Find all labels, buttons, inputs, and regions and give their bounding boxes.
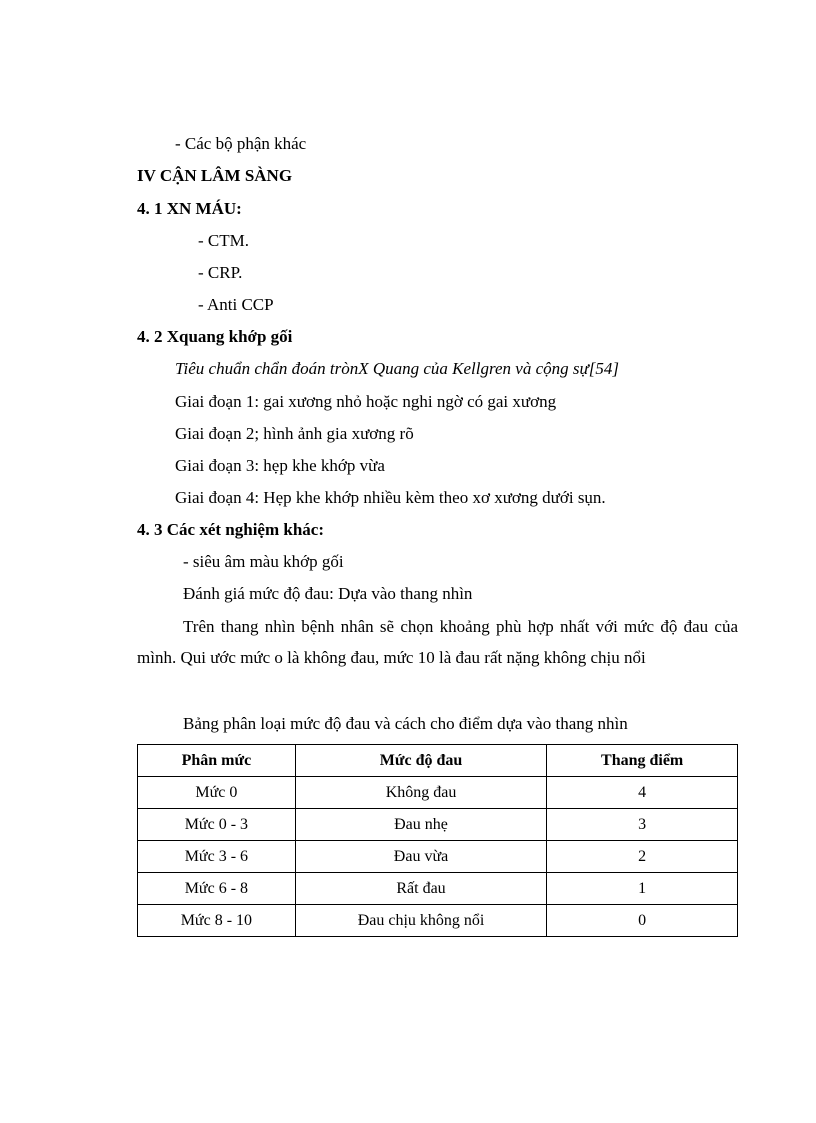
pain-scale-table <box>137 744 738 937</box>
cell-level: Mức 0 <box>138 777 296 809</box>
cell-score: 3 <box>547 809 738 841</box>
header-pain-degree: Mức độ đau <box>295 745 547 777</box>
header-score: Thang điểm <box>547 745 738 777</box>
stage-3: Giai đoạn 3: hẹp khe khớp vừa <box>175 456 385 475</box>
criteria-title: Tiêu chuẩn chẩn đoán trònX Quang của Kellgren và cộng sự[54] <box>175 359 619 378</box>
cell-pain-degree: Rất đau <box>295 873 547 905</box>
list-item-other-parts: - Các bộ phận khác <box>175 134 307 153</box>
body-paragraph: Trên thang nhìn bệnh nhân sẽ chọn khoảng phù hợp nhất với mức độ đau của mình. Qui ước mức o là không đau, mức 10 là đau rất nặng không chịu nổi <box>137 617 738 667</box>
stage-4: Giai đoạn 4: Hẹp khe khớp nhiều kèm theo xơ xương dưới sụn. <box>175 488 606 507</box>
cell-pain-degree: Đau nhẹ <box>295 809 547 841</box>
cell-pain-degree: Đau chịu không nổi <box>295 905 547 937</box>
table-row <box>138 809 738 841</box>
cell-score: 1 <box>547 873 738 905</box>
cell-pain-degree: Đau vừa <box>295 841 547 873</box>
table-row <box>138 873 738 905</box>
cell-level: Mức 3 - 6 <box>138 841 296 873</box>
table-caption: Bảng phân loại mức độ đau và cách cho điểm dựa vào thang nhìn <box>183 714 628 733</box>
table-row <box>138 905 738 937</box>
cell-level: Mức 0 - 3 <box>138 809 296 841</box>
cell-level: Mức 6 - 8 <box>138 873 296 905</box>
table-row <box>138 777 738 809</box>
stage-1: Giai đoạn 1: gai xương nhỏ hoặc nghi ngờ có gai xương <box>175 392 557 411</box>
cell-level: Mức 8 - 10 <box>138 905 296 937</box>
section-heading-iv: IV CẬN LÂM SÀNG <box>137 166 293 185</box>
cell-score: 4 <box>547 777 738 809</box>
section-heading-4-2: 4. 2 Xquang khớp gối <box>137 327 293 346</box>
table-header-row <box>138 745 738 777</box>
stage-2: Giai đoạn 2; hình ảnh gia xương rõ <box>175 424 414 443</box>
list-item-ctm: - CTM. <box>198 231 249 250</box>
list-item-anti-ccp: - Anti CCP <box>198 295 274 314</box>
cell-pain-degree: Không đau <box>295 777 547 809</box>
header-level: Phân mức <box>138 745 296 777</box>
cell-score: 2 <box>547 841 738 873</box>
section-heading-4-1: 4. 1 XN MÁU: <box>137 199 242 218</box>
list-item-ultrasound: - siêu âm màu khớp gối <box>183 552 344 571</box>
list-item-crp: - CRP. <box>198 263 243 282</box>
cell-score: 0 <box>547 905 738 937</box>
table-row <box>138 841 738 873</box>
pain-evaluation: Đánh giá mức độ đau: Dựa vào thang nhìn <box>183 584 473 603</box>
section-heading-4-3: 4. 3 Các xét nghiệm khác: <box>137 520 324 539</box>
